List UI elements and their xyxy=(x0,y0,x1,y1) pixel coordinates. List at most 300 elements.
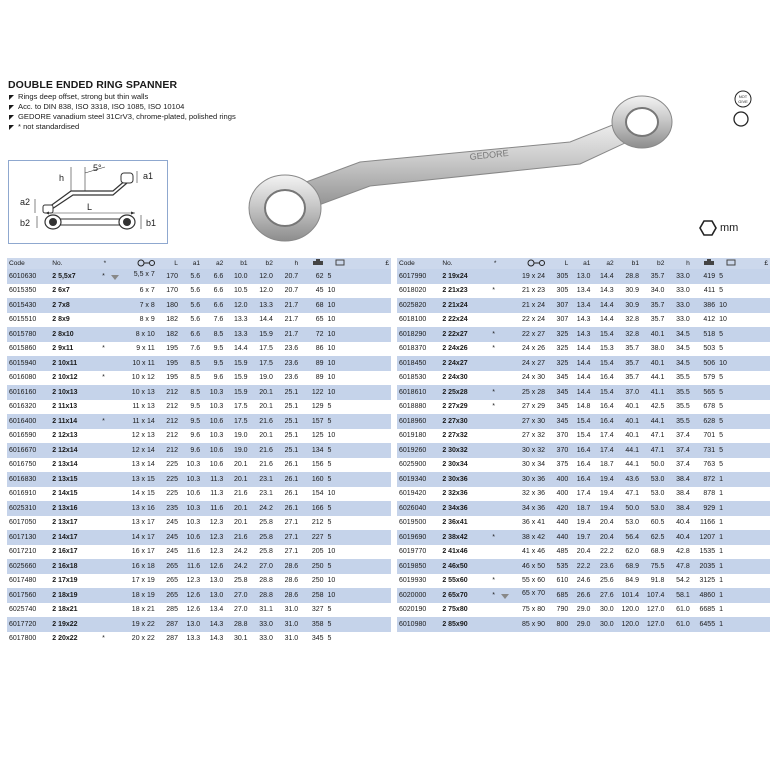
cell-size: 14 x 15 xyxy=(108,487,157,502)
cell-L: 325 xyxy=(547,342,570,357)
cell-price xyxy=(347,400,391,415)
cell-b1: 15.9 xyxy=(225,385,249,400)
cell-size: 19 x 24 xyxy=(498,269,547,284)
cell-code: 6015780 xyxy=(7,327,50,342)
cell-h: 35.5 xyxy=(666,371,691,386)
cell-b2: 34.0 xyxy=(641,284,666,299)
cell-L: 245 xyxy=(157,530,180,545)
col-star: * xyxy=(489,258,499,269)
cell-b2: 47.1 xyxy=(641,429,666,444)
cell-no: 2 8x10 xyxy=(50,327,99,342)
cell-h: 42.8 xyxy=(666,545,691,560)
cell-b2: 75.5 xyxy=(641,559,666,574)
cell-no: 2 17x19 xyxy=(50,574,99,589)
cell-star xyxy=(99,327,108,342)
cell-star xyxy=(99,516,108,531)
engraved-brand: GEDORE xyxy=(469,147,510,162)
cell-price xyxy=(738,617,770,632)
cell-a2: 10.3 xyxy=(202,400,225,415)
cell-a1: 29.0 xyxy=(570,617,592,632)
cell-no: 2 34x36 xyxy=(440,501,489,516)
cell-a2: 19.4 xyxy=(592,472,615,487)
cell-L: 400 xyxy=(547,487,570,502)
cell-b1: 20.1 xyxy=(225,472,249,487)
cell-L: 685 xyxy=(547,588,570,603)
cell-code: 6019690 xyxy=(397,530,440,545)
cell-no: 2 27x30 xyxy=(440,414,489,429)
table-header-row xyxy=(397,258,770,269)
cell-L: 235 xyxy=(157,501,180,516)
cell-size: 12 x 14 xyxy=(108,443,157,458)
cell-no: 2 13x15 xyxy=(50,472,99,487)
cell-weight: 411 xyxy=(692,284,717,299)
cell-weight: 62 xyxy=(300,269,325,284)
cell-star: * xyxy=(99,371,108,386)
cell-b1: 30.9 xyxy=(616,298,641,313)
cell-pack: 5 xyxy=(326,603,347,618)
cell-star xyxy=(99,472,108,487)
table-row xyxy=(397,443,770,458)
cell-code: 6019770 xyxy=(397,545,440,560)
cell-b1: 47.1 xyxy=(616,487,641,502)
table-body-right xyxy=(397,269,770,632)
cell-h: 28.6 xyxy=(275,588,300,603)
cell-L: 265 xyxy=(157,574,180,589)
table-row xyxy=(397,588,770,603)
cell-no: 2 13x14 xyxy=(50,458,99,473)
cell-a1: 5.6 xyxy=(180,313,202,328)
cell-code: 6019420 xyxy=(397,487,440,502)
cell-b1: 40.1 xyxy=(616,429,641,444)
cell-pack: 5 xyxy=(717,443,738,458)
cell-weight: 678 xyxy=(692,400,717,415)
cell-price xyxy=(347,617,391,632)
cell-L: 170 xyxy=(157,269,180,284)
col-b2: b2 xyxy=(641,258,666,269)
cell-L: 182 xyxy=(157,327,180,342)
cell-size: 10 x 13 xyxy=(108,385,157,400)
cell-h: 21.7 xyxy=(275,313,300,328)
cell-L: 790 xyxy=(547,603,570,618)
spanner-product-image xyxy=(230,90,680,250)
cell-b1: 68.9 xyxy=(616,559,641,574)
cell-h: 38.4 xyxy=(666,501,691,516)
cell-a1: 8.5 xyxy=(180,356,202,371)
cell-a2: 17.4 xyxy=(592,429,615,444)
cell-h: 28.6 xyxy=(275,574,300,589)
cell-weight: 358 xyxy=(300,617,325,632)
cell-a2: 11.6 xyxy=(202,501,225,516)
cell-b1: 53.0 xyxy=(616,516,641,531)
cell-a1: 17.4 xyxy=(570,487,592,502)
col-h: h xyxy=(666,258,691,269)
cell-a2: 14.3 xyxy=(202,617,225,632)
cell-no: 2 22x24 xyxy=(440,313,489,328)
cell-no: 2 12x13 xyxy=(50,429,99,444)
feature-list xyxy=(9,92,236,132)
table-row xyxy=(397,574,770,589)
cell-pack: 5 xyxy=(326,400,347,415)
cell-size: 13 x 16 xyxy=(108,501,157,516)
table-row xyxy=(397,298,770,313)
cell-no: 2 30x36 xyxy=(440,472,489,487)
cell-h: 61.0 xyxy=(666,603,691,618)
table-row xyxy=(397,458,770,473)
cell-size: 75 x 80 xyxy=(498,603,547,618)
cell-b1: 20.1 xyxy=(225,501,249,516)
cell-code: 6015940 xyxy=(7,356,50,371)
cell-star: * xyxy=(489,342,499,357)
cell-b2: 12.0 xyxy=(250,284,275,299)
dimension-label-h: h xyxy=(59,173,65,183)
cell-pack: 1 xyxy=(717,603,738,618)
cell-pack: 1 xyxy=(717,501,738,516)
cell-code: 6017050 xyxy=(7,516,50,531)
cell-no: 2 55x60 xyxy=(440,574,489,589)
cell-star xyxy=(489,356,499,371)
cell-h: 26.1 xyxy=(275,472,300,487)
cell-price xyxy=(738,458,770,473)
cell-a2: 23.6 xyxy=(592,559,615,574)
cell-code: 6019340 xyxy=(397,472,440,487)
cell-b1: 44.1 xyxy=(616,443,641,458)
weight-icon xyxy=(703,259,715,266)
cell-b1: 20.1 xyxy=(225,458,249,473)
cell-a1: 16.4 xyxy=(570,458,592,473)
cell-b1: 15.9 xyxy=(225,356,249,371)
cell-star xyxy=(489,443,499,458)
col-a1: a1 xyxy=(180,258,202,269)
cell-b1: 13.3 xyxy=(225,327,249,342)
cell-weight: 6455 xyxy=(692,617,717,632)
cell-no: 2 7x8 xyxy=(50,298,99,313)
cell-code: 6016670 xyxy=(7,443,50,458)
cell-price xyxy=(347,443,391,458)
cell-code: 6017720 xyxy=(7,617,50,632)
cell-a1: 14.4 xyxy=(570,342,592,357)
cell-price xyxy=(347,414,391,429)
cell-pack: 5 xyxy=(326,414,347,429)
cell-star xyxy=(99,501,108,516)
table-row xyxy=(7,371,391,386)
cell-h: 21.7 xyxy=(275,327,300,342)
cell-weight: 701 xyxy=(692,429,717,444)
cell-star xyxy=(99,530,108,545)
cell-code: 6020190 xyxy=(397,603,440,618)
cell-code: 6016400 xyxy=(7,414,50,429)
cell-star xyxy=(489,617,499,632)
table-row xyxy=(397,472,770,487)
cell-code: 6016080 xyxy=(7,371,50,386)
cell-price xyxy=(347,574,391,589)
cell-price xyxy=(738,574,770,589)
cell-b2: 35.7 xyxy=(641,313,666,328)
cell-b2: 41.1 xyxy=(641,385,666,400)
cell-a1: 14.3 xyxy=(570,313,592,328)
table-row xyxy=(397,327,770,342)
cell-no: 2 6x7 xyxy=(50,284,99,299)
cell-no: 2 18x21 xyxy=(50,603,99,618)
cell-code: 6018610 xyxy=(397,385,440,400)
cell-pack: 5 xyxy=(326,632,347,647)
table-row xyxy=(397,284,770,299)
cell-a1: 11.6 xyxy=(180,559,202,574)
size-header-icon xyxy=(527,259,545,267)
cell-pack: 10 xyxy=(326,385,347,400)
cell-b2: 20.1 xyxy=(250,429,275,444)
cell-price xyxy=(347,472,391,487)
cell-no: 2 5,5x7 xyxy=(50,269,99,284)
cell-no: 2 30x34 xyxy=(440,458,489,473)
table-row xyxy=(397,371,770,386)
cell-L: 400 xyxy=(547,472,570,487)
bullet-icon xyxy=(9,105,14,110)
cell-no: 2 11x13 xyxy=(50,400,99,415)
cell-star: * xyxy=(489,574,499,589)
cell-a2: 19.4 xyxy=(592,487,615,502)
cell-h: 38.4 xyxy=(666,487,691,502)
cell-a2: 13.4 xyxy=(202,603,225,618)
col-size xyxy=(108,258,157,269)
cell-b1: 37.0 xyxy=(616,385,641,400)
table-row xyxy=(7,632,391,647)
cell-code: 6017560 xyxy=(7,588,50,603)
cell-price xyxy=(347,559,391,574)
cell-no: 2 27x29 xyxy=(440,400,489,415)
cell-price xyxy=(738,269,770,284)
cell-b1: 40.1 xyxy=(616,414,641,429)
cell-code: 6019180 xyxy=(397,429,440,444)
cell-price xyxy=(347,487,391,502)
cell-a2: 12.3 xyxy=(202,516,225,531)
cell-price xyxy=(738,342,770,357)
cell-weight: 1535 xyxy=(692,545,717,560)
cell-price xyxy=(347,545,391,560)
cell-a2: 13.0 xyxy=(202,588,225,603)
cell-b1: 14.4 xyxy=(225,342,249,357)
cell-code: 6025740 xyxy=(7,603,50,618)
cell-b2: 62.5 xyxy=(641,530,666,545)
table-row xyxy=(7,429,391,444)
cell-b2: 35.7 xyxy=(641,298,666,313)
table-row xyxy=(7,443,391,458)
cell-h: 61.0 xyxy=(666,617,691,632)
cell-b2: 24.2 xyxy=(250,501,275,516)
cell-price xyxy=(347,371,391,386)
cell-size: 16 x 18 xyxy=(108,559,157,574)
cell-size: 25 x 28 xyxy=(498,385,547,400)
cell-code: 6018450 xyxy=(397,356,440,371)
cell-price xyxy=(738,559,770,574)
cell-weight: 68 xyxy=(300,298,325,313)
cell-b2: 13.3 xyxy=(250,298,275,313)
cell-pack: 5 xyxy=(717,385,738,400)
cell-L: 375 xyxy=(547,458,570,473)
cell-b2: 15.9 xyxy=(250,327,275,342)
cell-size: 7 x 8 xyxy=(108,298,157,313)
cell-a2: 8.5 xyxy=(202,327,225,342)
cell-price xyxy=(347,632,391,647)
cell-code: 6017480 xyxy=(7,574,50,589)
cell-weight: 506 xyxy=(692,356,717,371)
special-grip-icon xyxy=(110,274,120,281)
cell-code: 6015510 xyxy=(7,313,50,328)
cell-a2: 15.3 xyxy=(592,342,615,357)
cell-size: 27 x 32 xyxy=(498,429,547,444)
cell-weight: 65 xyxy=(300,313,325,328)
cell-weight: 3125 xyxy=(692,574,717,589)
cell-b1: 43.6 xyxy=(616,472,641,487)
cell-pack: 1 xyxy=(717,516,738,531)
cell-b2: 38.0 xyxy=(641,342,666,357)
table-row xyxy=(397,313,770,328)
cell-a1: 12.6 xyxy=(180,588,202,603)
cell-weight: 125 xyxy=(300,429,325,444)
cell-a2: 7.6 xyxy=(202,313,225,328)
table-row xyxy=(397,414,770,429)
cell-a1: 9.6 xyxy=(180,443,202,458)
cell-h: 25.1 xyxy=(275,414,300,429)
cell-star: * xyxy=(99,632,108,647)
cell-price xyxy=(738,487,770,502)
cell-weight: 4860 xyxy=(692,588,717,603)
cell-h: 20.7 xyxy=(275,284,300,299)
cell-a2: 18.7 xyxy=(592,458,615,473)
cell-no: 2 13x17 xyxy=(50,516,99,531)
cell-b1: 17.5 xyxy=(225,414,249,429)
cell-price xyxy=(738,588,770,603)
cell-h: 23.6 xyxy=(275,356,300,371)
cell-b1: 28.8 xyxy=(616,269,641,284)
col-weight xyxy=(692,258,717,269)
cell-b2: 19.0 xyxy=(250,371,275,386)
cell-weight: 518 xyxy=(692,327,717,342)
col-b1: b1 xyxy=(225,258,249,269)
cell-a2: 12.3 xyxy=(202,530,225,545)
cell-star xyxy=(489,603,499,618)
cell-L: 345 xyxy=(547,371,570,386)
cell-a2: 30.0 xyxy=(592,603,615,618)
cell-code: 6025820 xyxy=(397,298,440,313)
cell-L: 420 xyxy=(547,501,570,516)
cell-size: 27 x 29 xyxy=(498,400,547,415)
cell-a1: 14.4 xyxy=(570,356,592,371)
cell-size: 85 x 90 xyxy=(498,617,547,632)
col-a2: a2 xyxy=(202,258,225,269)
cell-weight: 763 xyxy=(692,458,717,473)
cell-L: 325 xyxy=(547,327,570,342)
cell-pack: 5 xyxy=(717,400,738,415)
cell-price xyxy=(347,284,391,299)
cell-star xyxy=(489,371,499,386)
cell-a1: 5.6 xyxy=(180,269,202,284)
cell-a1: 18.7 xyxy=(570,501,592,516)
cell-b2: 91.8 xyxy=(641,574,666,589)
cell-price xyxy=(347,516,391,531)
cell-pack: 10 xyxy=(326,313,347,328)
cell-a2: 14.4 xyxy=(592,269,615,284)
cell-a1: 7.6 xyxy=(180,342,202,357)
package-icon xyxy=(726,259,736,266)
cell-no: 2 12x14 xyxy=(50,443,99,458)
cell-b2: 27.0 xyxy=(250,559,275,574)
cell-size: 18 x 19 xyxy=(108,588,157,603)
cell-b1: 35.7 xyxy=(616,371,641,386)
cell-pack: 5 xyxy=(326,501,347,516)
cell-star xyxy=(99,487,108,502)
cell-b2: 28.8 xyxy=(250,574,275,589)
cell-weight: 72 xyxy=(300,327,325,342)
table-row xyxy=(7,516,391,531)
cell-b1: 62.0 xyxy=(616,545,641,560)
cell-star: * xyxy=(489,284,499,299)
col-code: Code xyxy=(397,258,440,269)
cell-b2: 60.5 xyxy=(641,516,666,531)
cell-weight: 205 xyxy=(300,545,325,560)
cell-price xyxy=(738,356,770,371)
cell-code: 6017800 xyxy=(7,632,50,647)
cell-price xyxy=(347,313,391,328)
cell-b1: 44.1 xyxy=(616,458,641,473)
cell-price xyxy=(738,530,770,545)
cell-L: 245 xyxy=(157,545,180,560)
cell-pack: 5 xyxy=(326,269,347,284)
table-row xyxy=(7,603,391,618)
cell-h: 37.4 xyxy=(666,443,691,458)
cell-star xyxy=(99,429,108,444)
cell-b2: 127.0 xyxy=(641,603,666,618)
cell-size: 20 x 22 xyxy=(108,632,157,647)
table-row xyxy=(397,530,770,545)
cell-h: 31.0 xyxy=(275,603,300,618)
cell-h: 35.5 xyxy=(666,385,691,400)
cell-L: 305 xyxy=(547,269,570,284)
cell-a2: 10.6 xyxy=(202,414,225,429)
cell-a2: 12.3 xyxy=(202,545,225,560)
cell-pack: 10 xyxy=(326,545,347,560)
cell-price xyxy=(347,356,391,371)
cell-a2: 15.4 xyxy=(592,327,615,342)
cell-h: 25.1 xyxy=(275,443,300,458)
cell-b2: 14.4 xyxy=(250,313,275,328)
cell-h: 28.6 xyxy=(275,559,300,574)
dimension-label-a1: a1 xyxy=(143,171,154,181)
cell-L: 182 xyxy=(157,313,180,328)
table-row xyxy=(397,617,770,632)
cell-L: 225 xyxy=(157,458,180,473)
cell-a1: 9.5 xyxy=(180,414,202,429)
cell-pack: 1 xyxy=(717,559,738,574)
cell-L: 535 xyxy=(547,559,570,574)
col-h: h xyxy=(275,258,300,269)
cell-size: 36 x 41 xyxy=(498,516,547,531)
cell-b2: 127.0 xyxy=(641,617,666,632)
cell-price xyxy=(347,327,391,342)
cell-h: 23.6 xyxy=(275,342,300,357)
cell-a1: 13.4 xyxy=(570,298,592,313)
cell-pack: 1 xyxy=(717,530,738,545)
cell-size: 13 x 14 xyxy=(108,458,157,473)
col-b1: b1 xyxy=(616,258,641,269)
cell-L: 370 xyxy=(547,429,570,444)
table-row xyxy=(7,284,391,299)
cell-weight: 227 xyxy=(300,530,325,545)
cell-star: * xyxy=(489,327,499,342)
cell-h: 31.0 xyxy=(275,617,300,632)
cell-pack: 5 xyxy=(717,269,738,284)
cell-h: 40.4 xyxy=(666,530,691,545)
cell-b2: 21.6 xyxy=(250,458,275,473)
